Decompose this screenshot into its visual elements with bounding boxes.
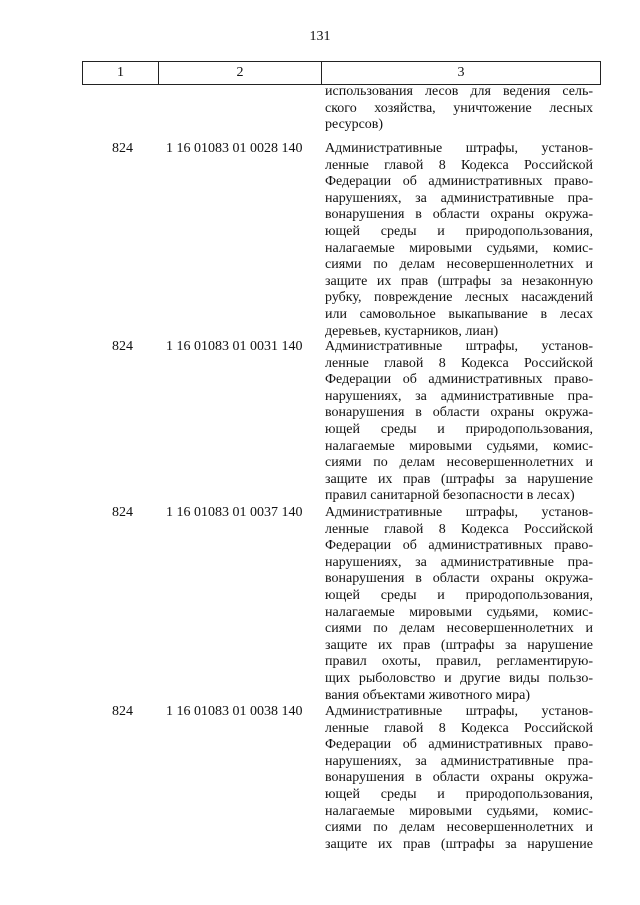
description-line: сиями по делам несовершеннолетних и: [325, 455, 593, 471]
description-line: рубку, повреждение лесных насаждений: [325, 290, 593, 306]
description-line: щих рыболовство и другие виды пользо-: [325, 670, 593, 686]
admin-code: 824: [112, 505, 133, 520]
header-col-2: 2: [159, 62, 322, 84]
description-line: сиями по делам несовершеннолетних и: [325, 257, 593, 273]
header-col-3: 3: [457, 65, 465, 80]
description-line: Федерации об административных право-: [325, 737, 593, 753]
description-line: нарушениях, за административные пра-: [325, 554, 593, 570]
row-description: [325, 704, 593, 853]
admin-code: 824: [112, 339, 133, 354]
admin-code: 824: [112, 704, 133, 719]
page-number: 131: [309, 29, 331, 44]
budget-classification-code: 1 16 01083 01 0038 140: [166, 704, 303, 719]
description-line: Административные штрафы, установ-: [325, 704, 593, 719]
description-line: правил охоты, правил, регламентирую-: [325, 654, 593, 670]
description-line: защите их прав (штрафы за нарушение: [325, 836, 593, 852]
row-description: [325, 339, 593, 505]
description-line: Административные штрафы, установ-: [325, 505, 593, 520]
description-line: правил санитарной безопасности в лесах): [325, 488, 575, 504]
header-col-1: 1: [83, 62, 159, 84]
description-line: ленные главой 8 Кодекса Российской: [325, 157, 593, 173]
description-line: ленные главой 8 Кодекса Российской: [325, 720, 593, 736]
budget-classification-code: 1 16 01083 01 0028 140: [166, 141, 303, 156]
description-line: защите их прав (штрафы за нарушение: [325, 471, 593, 487]
row-description: [325, 505, 593, 704]
budget-classification-code: 1 16 01083 01 0037 140: [166, 505, 303, 520]
description-line: налагаемые мировыми судьями, комис-: [325, 604, 593, 620]
description-line: нарушениях, за административные пра-: [325, 753, 593, 769]
description-line: защите их прав (штрафы за незаконную: [325, 273, 593, 289]
description-line: или самовольное выкапывание в лесах: [325, 306, 593, 322]
description-line: защите их прав (штрафы за нарушение: [325, 637, 593, 653]
description-line: налагаемые мировыми судьями, комис-: [325, 438, 593, 454]
description-line: сиями по делам несовершеннолетних и: [325, 621, 593, 637]
budget-classification-code: 1 16 01083 01 0031 140: [166, 339, 303, 354]
description-line: ющей среды и природопользования,: [325, 223, 593, 239]
description-line: ющей среды и природопользования,: [325, 587, 593, 603]
description-line: налагаемые мировыми судьями, комис-: [325, 803, 593, 819]
description-line: деревьев, кустарников, лиан): [325, 323, 499, 339]
continuation-line: использования лесов для ведения сель-: [325, 84, 593, 99]
row-description: [325, 141, 593, 340]
description-line: ленные главой 8 Кодекса Российской: [325, 521, 593, 537]
description-line: налагаемые мировыми судьями, комис-: [325, 240, 593, 256]
description-line: ющей среды и природопользования,: [325, 421, 593, 437]
description-line: вания объектами животного мира): [325, 687, 530, 703]
description-line: вонарушения в области охраны окружа-: [325, 207, 593, 223]
description-line: ющей среды и природопользования,: [325, 786, 593, 802]
description-line: Административные штрафы, установ-: [325, 339, 593, 354]
continuation-line: ского хозяйства, уничтожение лесных: [325, 100, 593, 116]
description-line: вонарушения в области охраны окружа-: [325, 770, 593, 786]
description-line: Федерации об административных право-: [325, 372, 593, 388]
description-line: Федерации об административных право-: [325, 174, 593, 190]
description-line: сиями по делам несовершеннолетних и: [325, 820, 593, 836]
description-line: Федерации об административных право-: [325, 538, 593, 554]
description-line: ленные главой 8 Кодекса Российской: [325, 355, 593, 371]
description-line: вонарушения в области охраны окружа-: [325, 571, 593, 587]
admin-code: 824: [112, 141, 133, 156]
description-line: нарушениях, за административные пра-: [325, 190, 593, 206]
continuation-text: [325, 84, 593, 134]
description-line: вонарушения в области охраны окружа-: [325, 405, 593, 421]
table-header: [82, 61, 601, 85]
continuation-line: ресурсов): [325, 117, 384, 133]
description-line: Административные штрафы, установ-: [325, 141, 593, 156]
description-line: нарушениях, за административные пра-: [325, 388, 593, 404]
